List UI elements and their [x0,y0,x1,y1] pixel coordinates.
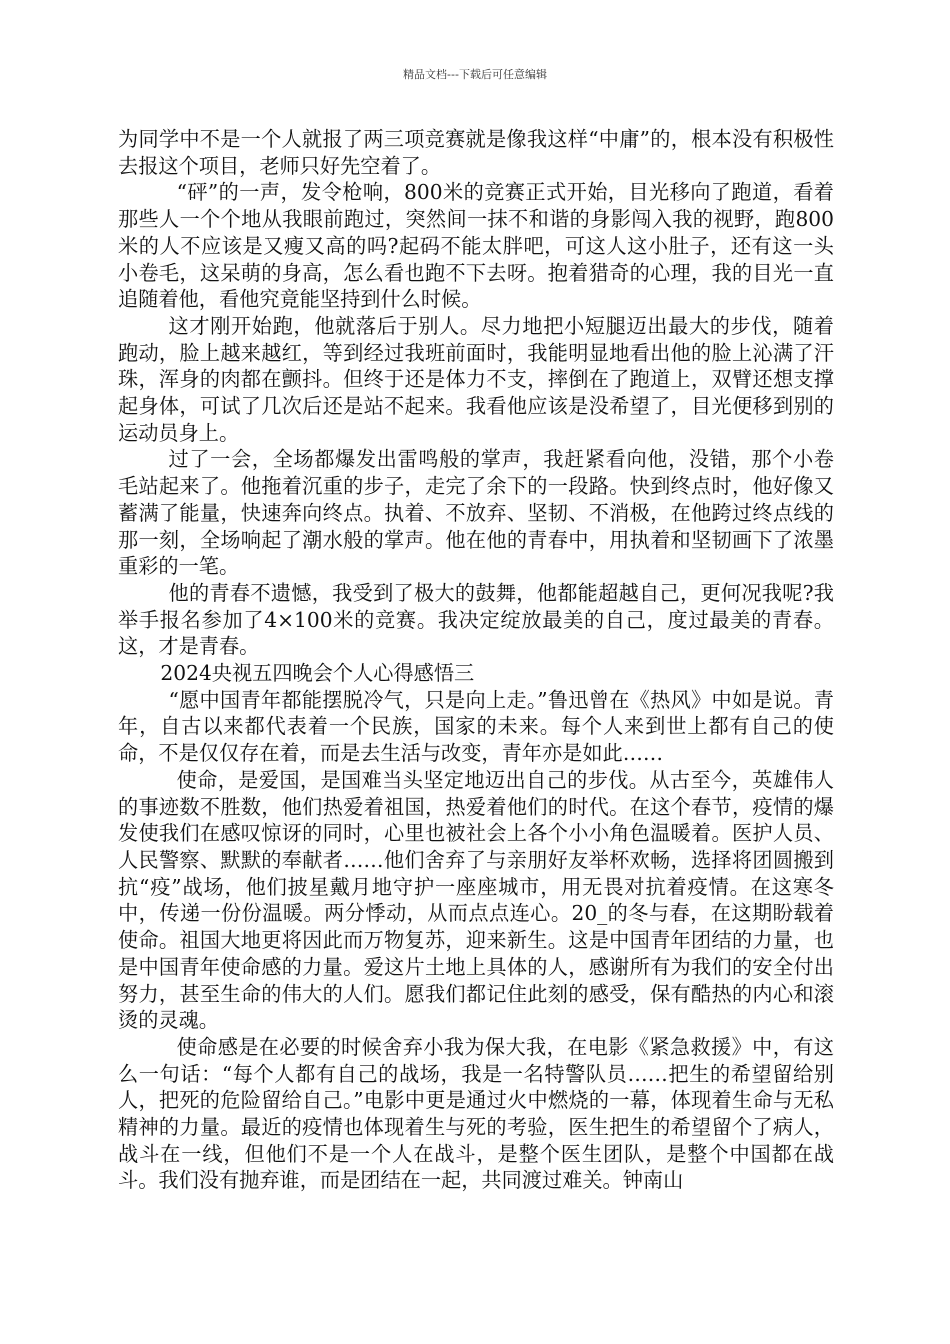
paragraph: 使命，是爱国，是国难当头坚定地迈出自己的步伐。从古至今，英雄伟人的事迹数不胜数，他们热爱着祖国，热爱着他们的时代。在这个春节，疫情的爆发使我们在感叹惊讶的同时，心里也被社会上各个小小角色温暖着。医护人员、人民警察、默默的奉献者……他们舍弃了与亲朋好友举杯欢畅，选择将团圆搬到抗“疫”战场，他们披星戴月地守护一座座城市，用无畏对抗着疫情。在这寒冬中，传递一份份温暖。两分悸动，从而点点连心。20_的冬与春，在这期盼载着使命。祖国大地更将因此而万物复苏，迎来新生。这是中国青年团结的力量，也是中国青年使命感的力量。爱这片土地上具体的人，感谢所有为我们的安全付出努力，甚至生命的伟大的人们。愿我们都记住此刻的感受，保有酷热的内心和滚烫的灵魂。 [118,767,834,1033]
paragraph: 使命感是在必要的时候舍弃小我为保大我，在电影《紧急救援》中，有这么一句话：“每个人都有自己的战场，我是一名特警队员……把生的希望留给别人，把死的危险留给自己。”电影中更是通过火中燃烧的一幕，体现着生命与无私精神的力量。最近的疫情也体现着生与死的考验，医生把生的希望留个了病人，战斗在一线，但他们不是一个人在战斗，是整个医生团队，是整个中国都在战斗。我们没有抛弃谁，而是团结在一起，共同渡过难关。钟南山 [118,1034,834,1193]
paragraph: 他的青春不遗憾，我受到了极大的鼓舞，他都能超越自己，更何况我呢?我举手报名参加了4×100米的竞赛。我决定绽放最美的自己，度过最美的青春。这，才是青春。 [118,580,834,659]
section-heading: 2024央视五四晚会个人心得感悟三 [160,661,475,686]
page-header: 精品文档---下载后可任意编辑 [403,68,547,81]
paragraph: 为同学中不是一个人就报了两三项竞赛就是像我这样“中庸”的，根本没有积极性去报这个项目，老师只好先空着了。 [118,127,834,178]
document-body [118,126,834,1194]
paragraph: “愿中国青年都能摆脱冷气，只是向上走。”鲁迅曾在《热风》中如是说。青年，自古以来都代表着一个民族，国家的未来。每个人来到世上都有自己的使命，不是仅仅存在着，而是去生活与改变，青年亦是如此…… [118,687,834,766]
paragraph: 这才刚开始跑，他就落后于别人。尽力地把小短腿迈出最大的步伐，随着跑动，脸上越来越红，等到经过我班前面时，我能明显地看出他的脸上沁满了汗珠，浑身的肉都在颤抖。但终于还是体力不支，摔倒在了跑道上，双臂还想支撑起身体，可试了几次后还是站不起来。我看他应该是没希望了，目光便移到别的运动员身上。 [118,313,834,445]
paragraph: 过了一会，全场都爆发出雷鸣般的掌声，我赶紧看向他，没错，那个小卷毛站起来了。他拖着沉重的步子，走完了余下的一段路。快到终点时，他好像又蓄满了能量，快速奔向终点。执着、不放弃、坚韧、不消极，在他跨过终点线的那一刻，全场响起了潮水般的掌声。他在他的青春中，用执着和坚韧画下了浓墨重彩的一笔。 [118,447,834,579]
paragraph: “砰”的一声，发令枪响，800米的竞赛正式开始，目光移向了跑道，看着那些人一个个地从我眼前跑过，突然间一抹不和谐的身影闯入我的视野，跑800米的人不应该是又瘦又高的吗?起码不能太胖吧，可这人这小肚子，还有这一头小卷毛，这呆萌的身高，怎么看也跑不下去呀。抱着猎奇的心理，我的目光一直追随着他，看他究竟能坚持到什么时候。 [118,180,834,312]
